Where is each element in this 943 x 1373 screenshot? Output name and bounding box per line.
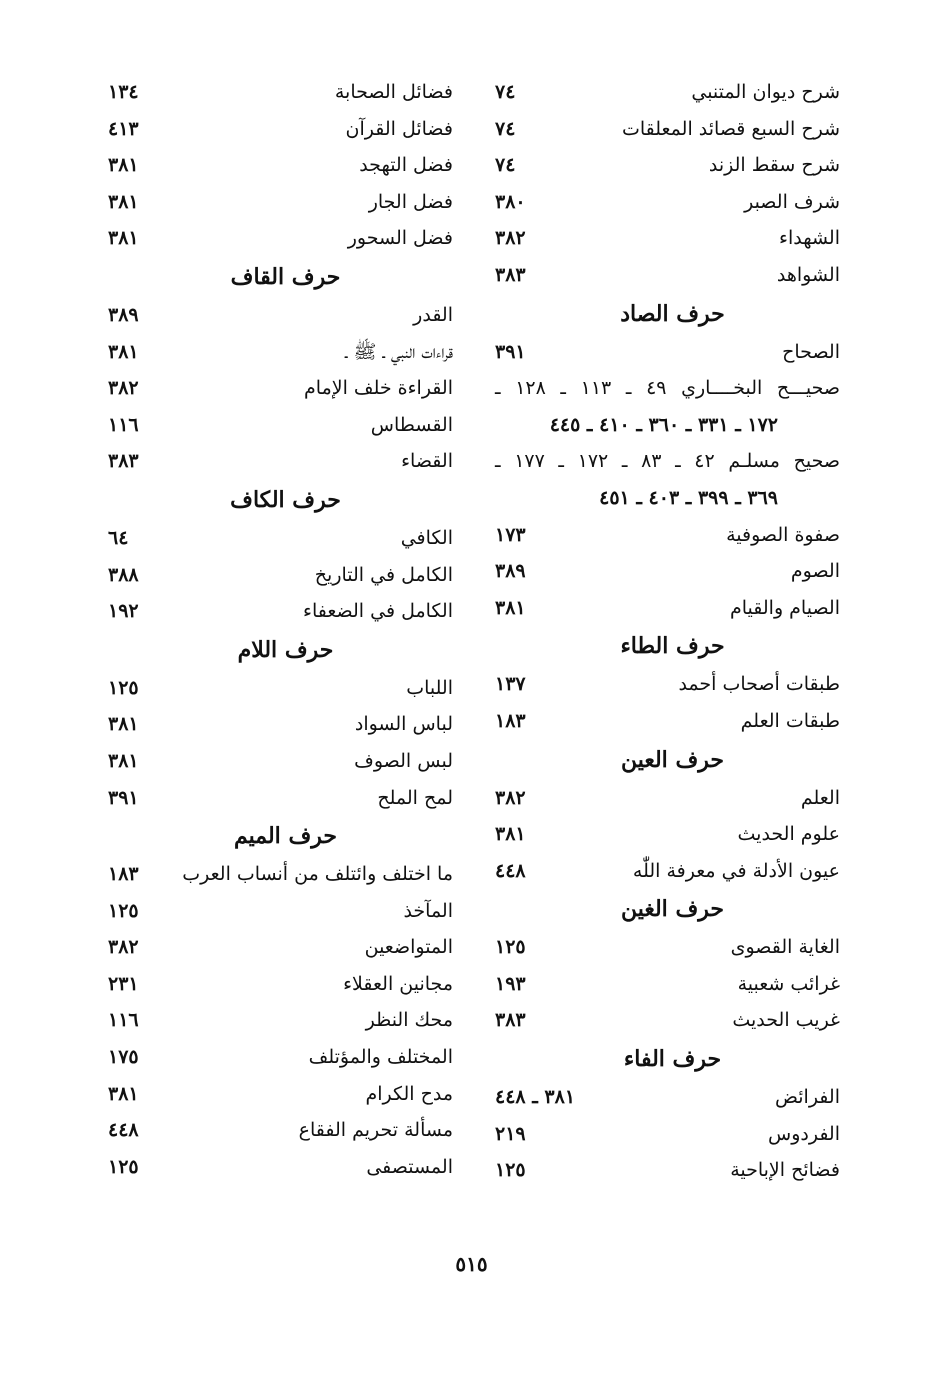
entry-page: ٧٤ [495, 81, 516, 103]
entry-page: ٣٨١ [108, 227, 139, 250]
entry-title: غرائب شعبية [737, 972, 840, 995]
entry-page: ١٩٢ [108, 600, 139, 623]
section-heading-mim: حرف الميم [233, 823, 338, 850]
entry-page: ٣٨١ ـ ٤٤٨ [495, 1086, 576, 1109]
entry-page: ٤٤٨ [108, 1119, 139, 1142]
entry-page: ٤٤٨ [495, 859, 526, 882]
index-entry [495, 703, 840, 740]
entry-page: ٣٨١ [495, 823, 526, 846]
index-entry [108, 557, 453, 594]
entry-page: ٣٨١ [108, 749, 139, 772]
entry-title: فضل السحور [347, 227, 453, 250]
index-entry [495, 553, 840, 590]
entry-page: ٣٨١ [108, 340, 139, 363]
entry-title: الشواهد [776, 263, 840, 286]
entry-title: المختلف والمؤتلف [308, 1046, 453, 1069]
entry-page: ٣٨١ [108, 154, 139, 177]
entry-title: محك النظر [365, 1009, 453, 1032]
index-entry [108, 111, 453, 148]
entry-title: شرح ديوان المتنبي [691, 81, 840, 103]
entry-title: غريب الحديث [732, 1009, 840, 1032]
entry-title: الفردوس [768, 1122, 840, 1145]
entry-page: ١٩٣ [495, 972, 526, 995]
index-entry [108, 297, 453, 334]
index-entry [108, 670, 453, 707]
entry-page: ١٢٥ [108, 676, 139, 699]
section-heading-ta: حرف الطاء [620, 633, 725, 660]
entry-title: مجانين العقلاء [343, 972, 453, 995]
entry-title: شرح السبع قصائد المعلقات [621, 117, 840, 140]
index-entry [495, 929, 840, 966]
entry-line-continued: ١٧٢ ـ ٣٣١ ـ ٣٦٠ ـ ٤١٠ ـ ٤٤٥ [549, 413, 778, 436]
entry-line-continued: ٣٦٩ ـ ٣٩٩ ـ ٤٠٣ ـ ٤٥١ [599, 486, 778, 509]
index-entry [108, 1076, 453, 1113]
index-column-right [495, 74, 840, 1189]
index-entry [108, 743, 453, 780]
index-entry [495, 111, 840, 148]
index-entry-multiline [495, 443, 840, 516]
index-entry [108, 593, 453, 630]
index-entry [108, 184, 453, 221]
entry-title: شرح سقط الزند [708, 154, 840, 177]
entry-page: ٢١٩ [495, 1122, 526, 1145]
entry-title: فضائل الصحابة [334, 81, 453, 103]
entry-page: ١٢٥ [108, 1155, 139, 1178]
entry-title: عيون الأدلة في معرفة اللّٰه [632, 859, 840, 882]
index-entry [108, 407, 453, 444]
entry-page: ١٢٥ [495, 936, 526, 959]
entry-title: الصحاح [782, 340, 840, 363]
entry-page: ١٢٥ [108, 899, 139, 922]
entry-page: ٣٨٢ [108, 936, 139, 959]
index-entry [108, 443, 453, 480]
entry-title: اللباب [406, 676, 453, 699]
entry-title: الكافي [400, 526, 453, 549]
entry-title: المتواضعين [364, 936, 453, 959]
entry-title: القسطاس [370, 413, 453, 436]
entry-page: ١٣٤ [108, 81, 139, 103]
entry-page: ٣٨٢ [495, 227, 526, 250]
entry-title: القدر [413, 303, 453, 326]
entry-page: ٣٨١ [108, 190, 139, 213]
section-heading-lam: حرف اللام [237, 636, 334, 663]
index-entry [108, 780, 453, 817]
index-entry [495, 184, 840, 221]
entry-title: علوم الحديث [737, 823, 840, 846]
index-entry [495, 666, 840, 703]
index-entry [495, 147, 840, 184]
index-entry [108, 370, 453, 407]
entry-title: مدح الكرام [365, 1082, 453, 1105]
index-entry [495, 1116, 840, 1153]
index-entry [108, 147, 453, 184]
entry-page: ٧٤ [495, 117, 516, 140]
index-entry [495, 853, 840, 890]
index-entry [108, 893, 453, 930]
index-entry [495, 257, 840, 294]
entry-page: ١١٦ [108, 1009, 139, 1032]
index-entry [108, 334, 453, 371]
entry-page: ١٨٣ [495, 709, 526, 732]
index-entry [108, 1002, 453, 1039]
entry-title: لبس الصوف [354, 749, 453, 772]
entry-page: ٣٨٢ [495, 786, 526, 809]
entry-page: ٦٤ [108, 526, 129, 549]
index-entry [495, 780, 840, 817]
index-entry [108, 1112, 453, 1149]
entry-page: ١٣٧ [495, 673, 526, 696]
entry-title: الكامل في الضعفاء [303, 600, 453, 623]
index-entry [495, 74, 840, 111]
entry-page: ٣٨٩ [495, 560, 526, 583]
index-entry [495, 517, 840, 554]
index-entry [108, 74, 453, 111]
entry-page: ١٧٥ [108, 1046, 139, 1069]
entry-title: العلم [800, 786, 840, 809]
entry-page: ٣٨٢ [108, 377, 139, 400]
entry-title: لباس السواد [354, 713, 453, 736]
index-entry [495, 1152, 840, 1189]
section-heading-fa: حرف الفاء [623, 1046, 722, 1073]
entry-page: ٣٩١ [495, 340, 526, 363]
entry-title: القراءة خلف الإمام [304, 377, 453, 400]
entry-title: الغاية القصوى [730, 936, 840, 959]
index-entry [108, 706, 453, 743]
index-entry [495, 816, 840, 853]
index-entry [495, 334, 840, 371]
entry-title: لمح الملح [377, 786, 453, 809]
index-entry [108, 966, 453, 1003]
entry-page: ٧٤ [495, 154, 516, 177]
entry-title: المآخذ [403, 899, 453, 922]
entry-title: فضل الجار [368, 190, 453, 213]
entry-page: ٣٩١ [108, 786, 139, 809]
index-entry [495, 1079, 840, 1116]
entry-page: ١٢٥ [495, 1159, 526, 1182]
section-heading-kaf: حرف الكاف [230, 486, 341, 513]
entry-page: ١١٦ [108, 413, 139, 436]
entry-page: ٢٣١ [108, 972, 139, 995]
index-entry [495, 1002, 840, 1039]
index-entry [495, 966, 840, 1003]
index-entry-multiline [495, 370, 840, 443]
entry-title: الفرائض [774, 1086, 840, 1109]
entry-page: ٣٨٩ [108, 303, 139, 326]
entry-title: الصوم [790, 560, 840, 583]
entry-line: صحيح مسلـم ٤٢ ـ ٨٣ ـ ١٧٢ ـ ١٧٧ ـ [495, 450, 840, 473]
index-entry [108, 1039, 453, 1076]
entry-title: الشهداء [779, 227, 840, 250]
index-entry [108, 520, 453, 557]
entry-title: المستصفى [366, 1155, 453, 1178]
entry-page: ٣٨٨ [108, 563, 139, 586]
entry-title: الكامل في التاريخ [314, 563, 453, 586]
entry-title: مسألة تحريم الفقاع [298, 1119, 453, 1142]
entry-page: ٣٨١ [495, 596, 526, 619]
entry-page: ٣٨٠ [495, 190, 526, 213]
entry-title: ما اختلف وائتلف من أنساب العرب [182, 863, 453, 886]
entry-title: القضاء [401, 450, 453, 473]
page-number: ٥١٥ [455, 1252, 488, 1276]
entry-title: شرف الصبر [744, 190, 840, 213]
entry-page: ٣٨٣ [108, 450, 139, 473]
entry-page: ٣٨١ [108, 1082, 139, 1105]
section-heading-ain: حرف العين [620, 746, 725, 773]
entry-title: فضائح الإباحية [730, 1159, 840, 1182]
index-entry [495, 220, 840, 257]
section-heading-ghain: حرف الغين [620, 896, 725, 923]
entry-title: طبقات العلم [740, 709, 840, 732]
entry-page: ١٨٣ [108, 863, 139, 886]
index-entry [108, 929, 453, 966]
section-heading-qaf: حرف القاف [230, 263, 341, 290]
entry-page: ٣٨٣ [495, 263, 526, 286]
section-heading-sad: حرف الصاد [620, 300, 725, 327]
entry-title: الصيام والقيام [729, 596, 840, 619]
index-entry [108, 1149, 453, 1186]
entry-title: قراءات النبي ـ ﷺ ـ [345, 340, 453, 363]
entry-line: صحيـــح البخــــاري ٤٩ ـ ١١٣ ـ ١٢٨ ـ [495, 377, 840, 400]
index-column-left [108, 74, 453, 1185]
entry-title: طبقات أصحاب أحمد [678, 673, 840, 696]
entry-title: صفوة الصوفية [726, 523, 840, 546]
index-entry [108, 220, 453, 257]
index-entry [495, 590, 840, 627]
index-entry [108, 856, 453, 893]
entry-page: ٣٨٣ [495, 1009, 526, 1032]
entry-page: ٤١٣ [108, 117, 139, 140]
entry-title: فضائل القرآن [345, 117, 453, 140]
entry-title: فضل التهجد [359, 154, 453, 177]
entry-page: ٣٨١ [108, 713, 139, 736]
entry-page: ١٧٣ [495, 523, 526, 546]
